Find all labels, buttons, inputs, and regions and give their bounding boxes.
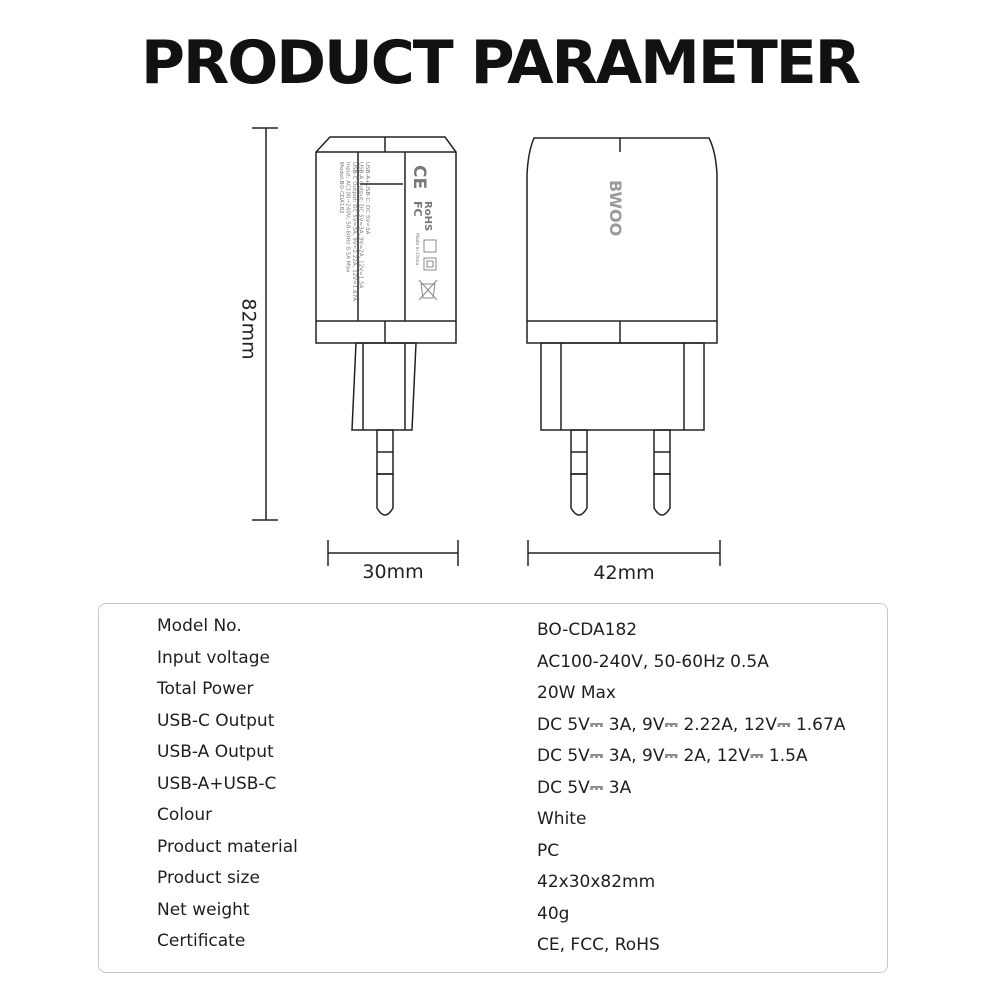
side-label-line: Input: AC100~240V, 50-60Hz 0.5A Max xyxy=(344,162,351,273)
spec-value: CE, FCC, RoHS xyxy=(537,935,660,955)
weee-bin-icon xyxy=(419,280,437,300)
spec-label: Total Power xyxy=(157,679,254,699)
spec-value: 20W Max xyxy=(537,683,616,703)
spec-label: Certificate xyxy=(157,931,246,951)
spec-value: PC xyxy=(537,840,560,861)
fcc-mark: FC xyxy=(411,201,424,217)
recycle-icon xyxy=(424,240,436,252)
spec-row xyxy=(99,742,889,773)
spec-value: DC 5V⎓ 3A, 9V⎓ 2.22A, 12V⎓ 1.67A xyxy=(537,714,846,735)
ce-mark: CE xyxy=(409,165,429,190)
spec-row xyxy=(99,837,889,868)
spec-table xyxy=(98,603,888,973)
spec-value: DC 5V⎓ 3A xyxy=(537,777,632,798)
rohs-mark: RoHS xyxy=(422,201,433,232)
spec-row xyxy=(99,711,889,742)
spec-row xyxy=(99,679,889,710)
spec-label: Colour xyxy=(157,805,213,825)
spec-label: USB-C Output xyxy=(157,710,275,731)
side-label-line: USB-C Output: DC 5V=3A, 9V=2.22A, 12V=1.67A xyxy=(351,162,357,302)
spec-row xyxy=(99,868,889,899)
spec-label: Input voltage xyxy=(157,647,270,668)
spec-value: DC 5V⎓ 3A, 9V⎓ 2A, 12V⎓ 1.5A xyxy=(537,746,808,766)
side-label-line: USB-A Output: DC 5V=3A, 9V=2A, 12V=1.5A xyxy=(357,162,364,289)
width-label: 42mm xyxy=(593,562,655,584)
side-label-line: USB-A+USB-C: DC 5V=3A xyxy=(364,162,370,235)
spec-row xyxy=(99,774,889,805)
spec-row xyxy=(99,805,889,836)
spec-value: AC100-240V, 50-60Hz 0.5A xyxy=(537,651,769,672)
spec-label: USB-A+USB-C xyxy=(157,773,277,794)
double-insulation-icon xyxy=(424,258,436,270)
spec-label: Model No. xyxy=(157,616,242,636)
spec-row xyxy=(99,931,889,962)
side-label-text xyxy=(338,162,370,301)
spec-value: 42x30x82mm xyxy=(537,872,656,892)
brand-logo: BWOO xyxy=(606,180,625,237)
spec-row xyxy=(99,900,889,931)
spec-label: USB-A Output xyxy=(157,742,274,762)
spec-label: Net weight xyxy=(157,899,250,920)
charger-side-view xyxy=(316,137,456,515)
spec-value: BO-CDA182 xyxy=(537,620,638,640)
spec-row xyxy=(99,648,889,679)
spec-value: White xyxy=(537,809,587,829)
made-in-text: Made in China xyxy=(414,233,419,266)
spec-label: Product material xyxy=(157,836,298,857)
spec-label: Product size xyxy=(157,868,260,888)
page-title: PRODUCT PARAMETER xyxy=(141,28,859,98)
side-label-line: Model:BO-CDA182 xyxy=(338,162,344,214)
double-insulation-inner-icon xyxy=(427,261,433,267)
spec-value: 40g xyxy=(537,903,570,924)
height-label: 82mm xyxy=(237,298,260,360)
spec-row xyxy=(99,616,889,647)
depth-label: 30mm xyxy=(362,561,424,583)
